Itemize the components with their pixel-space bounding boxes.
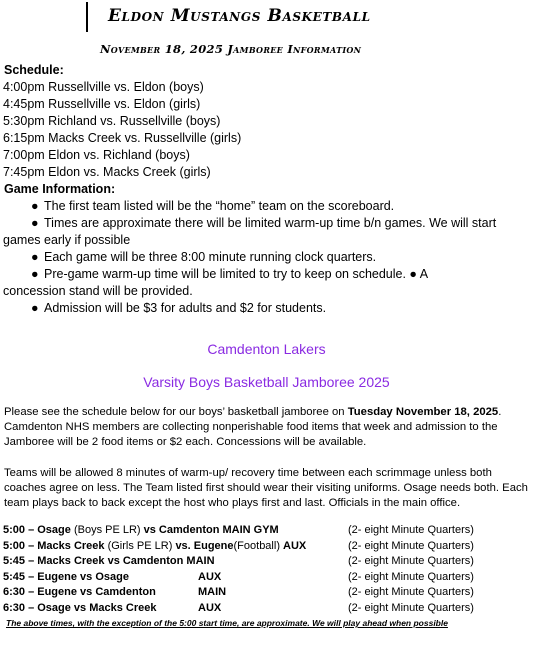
table-row: 5:00 – Osage (Boys PE LR) vs Camdenton MAIN GYM (2- eight Minute Quarters) bbox=[3, 524, 474, 536]
bullet-icon: ● bbox=[31, 301, 39, 315]
bullet-icon: ● bbox=[31, 199, 39, 213]
bullet-icon: ● bbox=[31, 216, 39, 230]
jamboree-heading: Varsity Boys Basketball Jamboree 2025 bbox=[143, 374, 390, 390]
rules-paragraph: Teams will be allowed 8 minutes of warm-up/ recovery time between each scrimmage unless both coaches agree on less. The Team listed first should wear their visiting uniforms. Osage needs both. Each team plays back to back except the host who plays first and last. Officials in the main office. bbox=[4, 467, 528, 509]
schedule-line: 4:00pm Russellville vs. Eldon (boys) bbox=[3, 80, 204, 94]
camdenton-schedule bbox=[3, 523, 523, 616]
schedule-line: 6:15pm Macks Creek vs. Russellville (girls) bbox=[3, 131, 242, 145]
game-info-heading: Game Information: bbox=[4, 182, 116, 196]
page-title: Eldon Mustangs Basketball bbox=[108, 6, 371, 26]
schedule-line: 7:45pm Eldon vs. Macks Creek (girls) bbox=[3, 165, 211, 179]
page-subtitle: November 18, 2025 Jamboree Information bbox=[100, 42, 362, 56]
schedule-line: 4:45pm Russellville vs. Eldon (girls) bbox=[3, 97, 201, 111]
event-date: Tuesday November 18, 2025 bbox=[347, 406, 499, 418]
table-row: 6:30 – Eugene vs Camdenton MAIN (2- eight Minute Quarters) bbox=[3, 586, 474, 598]
schedule-heading: Schedule: bbox=[4, 63, 64, 77]
bullet-icon: ● bbox=[31, 267, 39, 281]
table-row: 5:45 – Eugene vs Osage AUX (2- eight Minute Quarters) bbox=[3, 570, 474, 583]
list-item: ● The first team listed will be the “home” team on the scoreboard. bbox=[31, 199, 395, 213]
list-item: ● Each game will be three 8:00 minute running clock quarters. bbox=[31, 250, 377, 264]
schedule-line: 5:30pm Richland vs. Russellville (boys) bbox=[3, 114, 221, 128]
table-row: 6:30 – Osage vs Macks Creek AUX (2- eight Minute Quarters) bbox=[3, 601, 474, 614]
intro-paragraph: Please see the schedule below for our boys’ basketball jamboree on Tuesday November 18, 2025. Camdenton NHS members are collecting nonperishable food items that week and admission to the Jamboree will be 2 food items or $2 each. Concessions will be available. bbox=[4, 406, 502, 448]
game-info-list bbox=[0, 198, 533, 317]
bullet-icon: ● bbox=[31, 250, 39, 264]
table-row: 5:45 – Macks Creek vs Camdenton MAIN (2- eight Minute Quarters) bbox=[3, 555, 474, 567]
camdenton-heading: Camdenton Lakers bbox=[207, 341, 326, 357]
footnote: The above times, with the exception of the 5:00 start time, are approximate. We will play ahead when possible bbox=[6, 618, 448, 628]
list-item: ● Admission will be $3 for adults and $2 for students. bbox=[31, 301, 327, 315]
list-item: ● Times are approximate there will be limited warm-up time b/n games. We will start games early if possible bbox=[3, 216, 497, 247]
table-row: 5:00 – Macks Creek (Girls PE LR) vs. Eugene(Football) AUX (2- eight Minute Quarters) bbox=[3, 539, 474, 552]
header-divider bbox=[86, 2, 88, 32]
schedule-line: 7:00pm Eldon vs. Richland (boys) bbox=[3, 148, 190, 162]
eldon-section bbox=[0, 62, 533, 317]
list-item: ● Pre-game warm-up time will be limited to try to keep on schedule. ● A concession stand will be provided. bbox=[3, 267, 429, 298]
